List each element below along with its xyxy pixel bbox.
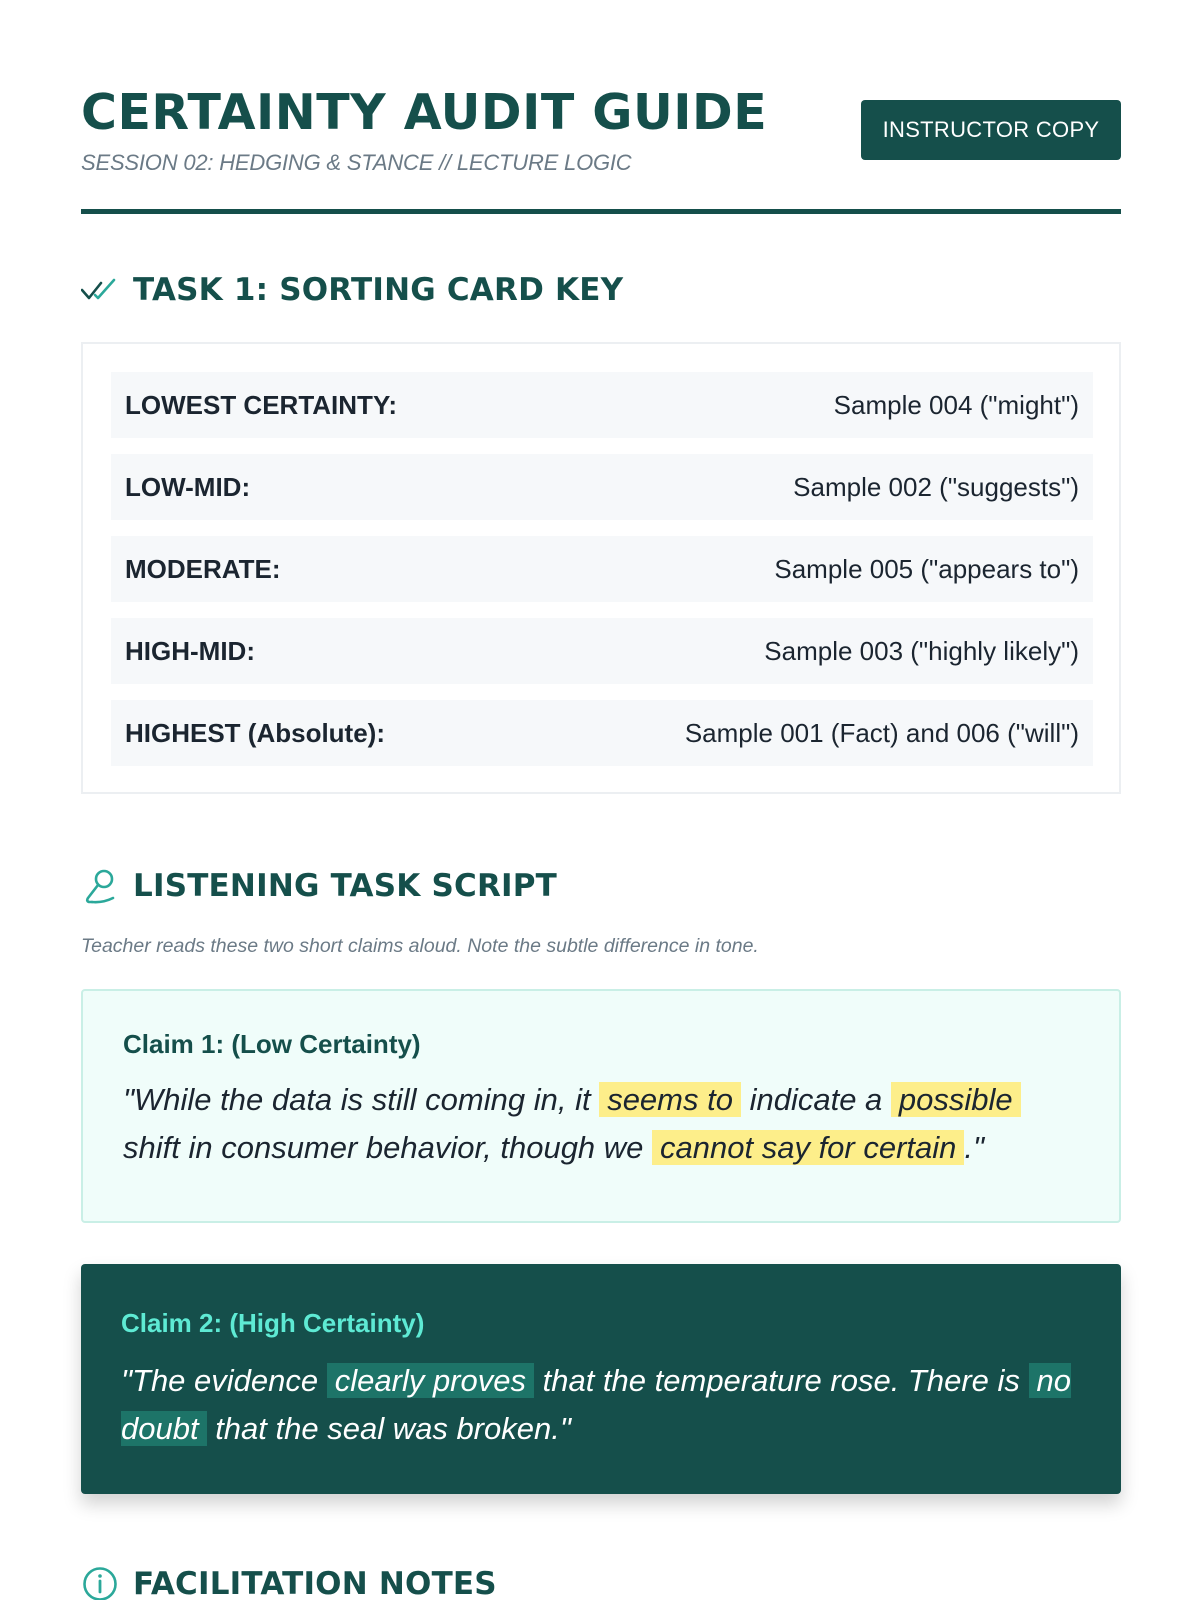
key-row-value: Sample 004 ("might") <box>833 389 1079 420</box>
claim2-text-segment: that the temperature rose. There is <box>534 1363 1029 1398</box>
claim1-text-segment: indicate a <box>740 1082 891 1117</box>
key-row-label: LOWEST CERTAINTY: <box>125 389 398 420</box>
booster-highlight: no doubt <box>121 1363 1072 1446</box>
listening-heading-label: LISTENING TASK SCRIPT <box>133 868 558 904</box>
listening-heading <box>81 866 557 906</box>
claim1-text-segment: ." <box>964 1130 985 1165</box>
claim2-text-segment: that the seal was broken." <box>206 1411 571 1446</box>
claim1-title: Claim 1: (Low Certainty) <box>123 1029 421 1059</box>
sorting-key-card <box>81 342 1121 794</box>
key-row-value: Sample 005 ("appears to") <box>774 553 1079 584</box>
key-row-value: Sample 003 ("highly likely") <box>764 635 1079 666</box>
key-row-label: HIGHEST (Absolute): <box>125 717 385 748</box>
hedge-highlight: cannot say for certain <box>652 1130 964 1165</box>
key-row-label: MODERATE: <box>125 553 281 584</box>
key-row <box>111 700 1093 766</box>
facilitation-heading-label: FACILITATION NOTES <box>133 1566 497 1600</box>
info-icon <box>81 1565 119 1600</box>
key-row-label: LOW-MID: <box>125 471 251 502</box>
key-row-value: Sample 002 ("suggests") <box>793 471 1079 502</box>
page-title: CERTAINTY AUDIT GUIDE <box>81 84 768 141</box>
claim2-text-segment: "The evidence <box>121 1363 327 1398</box>
task1-heading <box>81 270 623 310</box>
key-row-value: Sample 001 (Fact) and 006 ("will") <box>684 717 1079 748</box>
facilitation-heading <box>81 1564 497 1600</box>
claim2-text <box>121 1357 1081 1453</box>
claim1-text <box>123 1076 1083 1172</box>
instructor-copy-badge: INSTRUCTOR COPY <box>861 100 1121 160</box>
listening-instruction: Teacher reads these two short claims aloud. Note the subtle difference in tone. <box>81 935 759 957</box>
page-subtitle: SESSION 02: HEDGING & STANCE // LECTURE LOGIC <box>81 150 632 175</box>
claim1-text-segment: "While the data is still coming in, it <box>123 1082 600 1117</box>
booster-highlight: clearly proves <box>327 1363 534 1398</box>
key-row <box>111 372 1093 438</box>
key-row <box>111 536 1093 602</box>
guide-page <box>81 0 1121 1600</box>
microphone-icon <box>81 867 119 905</box>
claim-card-low-certainty <box>81 989 1121 1223</box>
claim1-text-segment: shift in consumer behavior, though we <box>123 1130 653 1165</box>
hedge-highlight: possible <box>891 1082 1021 1117</box>
double-check-icon <box>81 271 119 309</box>
hedge-highlight: seems to <box>599 1082 741 1117</box>
claim2-title: Claim 2: (High Certainty) <box>121 1308 425 1338</box>
claim-card-high-certainty <box>81 1264 1121 1494</box>
key-row <box>111 454 1093 520</box>
page-header <box>81 78 1121 214</box>
key-row-label: HIGH-MID: <box>125 635 255 666</box>
key-row <box>111 618 1093 684</box>
task1-heading-label: TASK 1: SORTING CARD KEY <box>133 272 624 308</box>
